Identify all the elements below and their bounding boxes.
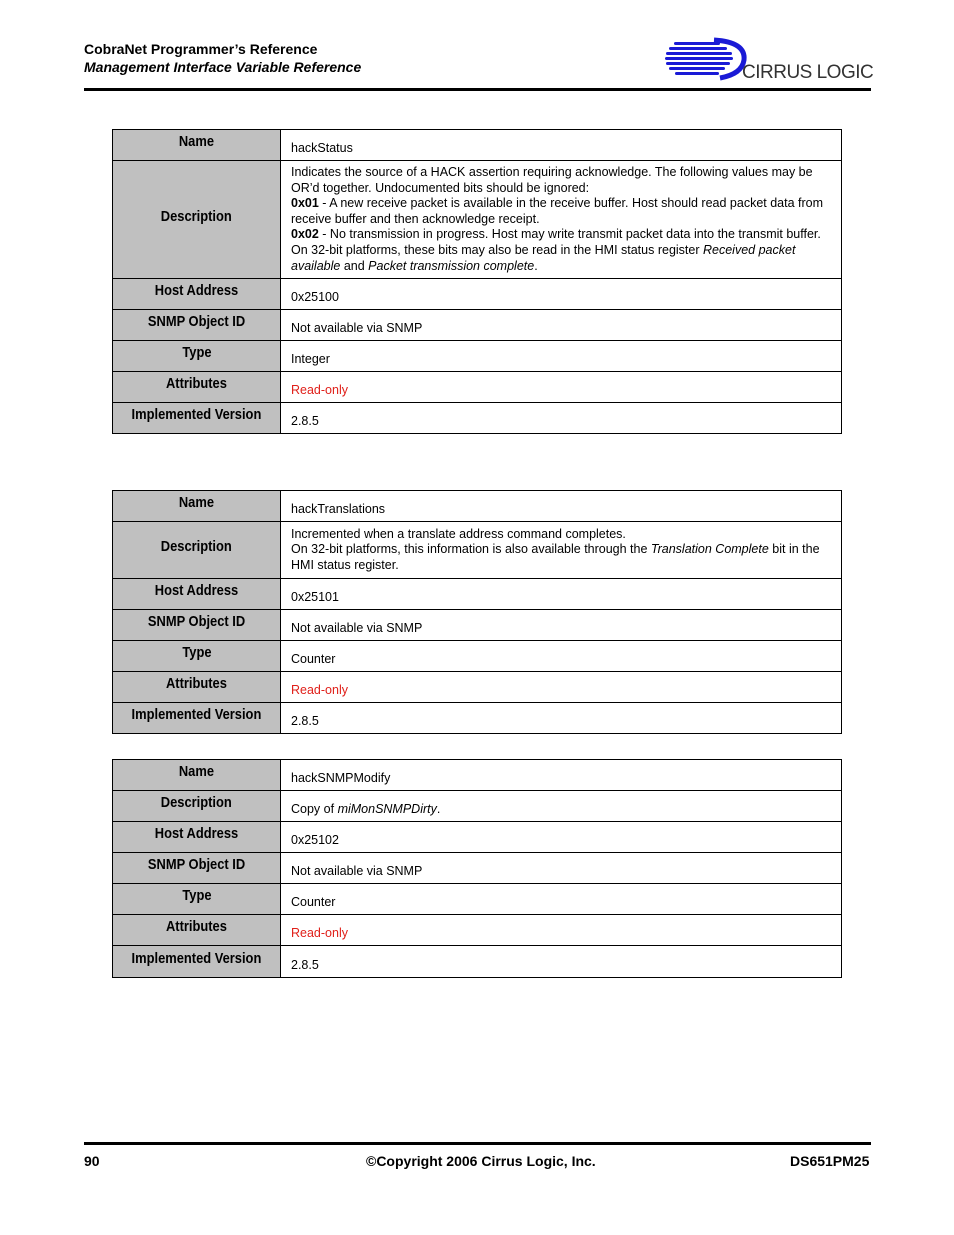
logo-wordmark: CIRRUS LOGIC <box>742 62 874 83</box>
implemented-version-label: Implemented Version <box>131 949 262 967</box>
snmp-object-id-row <box>113 310 842 341</box>
description-value <box>281 522 842 579</box>
bit-code: 0x01 <box>291 196 319 211</box>
description-note: On 32-bit platforms, these bits may also be read in the HMI status register Received packet available and Packet transmission complete. <box>291 242 796 273</box>
cirrus-logic-logo <box>664 34 874 84</box>
name-value: hackSNMPModify <box>281 760 842 791</box>
snmp-object-id-row <box>113 610 842 641</box>
description-row <box>113 791 842 822</box>
host-address-label: Host Address <box>154 582 239 599</box>
description-row <box>113 522 842 579</box>
name-value: hackStatus <box>281 130 842 161</box>
description-row <box>113 161 842 279</box>
snmp-object-id-label: SNMP Object ID <box>147 313 246 331</box>
host-address-label: Host Address <box>154 282 239 300</box>
page-number: 90 <box>84 1153 100 1169</box>
description-line: Incremented when a translate address command completes. <box>291 526 626 541</box>
description-label: Description <box>161 794 232 811</box>
attributes-label: Attributes <box>166 675 227 692</box>
name-value: hackTranslations <box>281 491 842 522</box>
variable-table-hackstatus <box>112 129 842 434</box>
snmp-object-id-value: Not available via SNMP <box>281 853 842 884</box>
host-address-value: 0x25100 <box>281 279 842 310</box>
description-label: Description <box>161 207 232 225</box>
type-label: Type <box>181 887 212 904</box>
implemented-version-label: Implemented Version <box>131 706 262 723</box>
attributes-row <box>113 915 842 946</box>
description-note: On 32-bit platforms, this information is also available through the Translation Complete bit in the HMI status register. <box>291 542 820 572</box>
type-row <box>113 341 842 372</box>
attributes-value: Read-only <box>281 372 842 403</box>
type-row <box>113 641 842 672</box>
snmp-object-id-label: SNMP Object ID <box>147 856 246 873</box>
name-row <box>113 130 842 161</box>
host-address-value: 0x25102 <box>281 822 842 853</box>
type-row <box>113 884 842 915</box>
document-id: DS651PM25 <box>790 1153 870 1169</box>
host-address-value: 0x25101 <box>281 579 842 610</box>
description-line: Indicates the source of a HACK assertion requiring acknowledge. The following values may be OR’d together. Undocumented bits should be ignored: <box>291 165 813 195</box>
type-value: Counter <box>281 641 842 672</box>
snmp-object-id-value: Not available via SNMP <box>281 310 842 341</box>
name-row <box>113 491 842 522</box>
attributes-label: Attributes <box>166 918 227 935</box>
copyright: ©Copyright 2006 Cirrus Logic, Inc. <box>366 1153 596 1169</box>
host-address-label: Host Address <box>154 825 239 842</box>
attributes-value: Read-only <box>281 672 842 703</box>
footer-rule <box>84 1142 871 1145</box>
type-label: Type <box>181 644 212 661</box>
name-label: Name <box>178 763 215 780</box>
snmp-object-id-value: Not available via SNMP <box>281 610 842 641</box>
snmp-object-id-row <box>113 853 842 884</box>
description-label: Description <box>161 538 232 555</box>
variable-table-hacktranslations <box>112 490 842 734</box>
implemented-version-label: Implemented Version <box>131 406 262 424</box>
description-value: Copy of miMonSNMPDirty. <box>281 791 842 822</box>
implemented-version-row <box>113 946 842 978</box>
implemented-version-value: 2.8.5 <box>281 703 842 734</box>
description-bit: 0x01 - A new receive packet is available in the receive buffer. Host should read packet data from receive buffer and then acknowledge receipt. <box>291 196 824 226</box>
snmp-object-id-label: SNMP Object ID <box>147 613 246 630</box>
implemented-version-row <box>113 403 842 434</box>
attributes-row <box>113 672 842 703</box>
page-header <box>84 40 361 76</box>
document-title: CobraNet Programmer’s Reference <box>84 41 318 57</box>
bit-code: 0x02 <box>291 227 319 242</box>
type-label: Type <box>181 344 212 362</box>
section-title: Management Interface Variable Reference <box>84 59 362 75</box>
description-bit: 0x02 - No transmission in progress. Host may write transmit packet data into the transmit buffer. <box>291 227 821 242</box>
type-value: Integer <box>281 341 842 372</box>
implemented-version-value: 2.8.5 <box>281 946 842 978</box>
name-label: Name <box>178 494 215 511</box>
implemented-version-value: 2.8.5 <box>281 403 842 434</box>
implemented-version-row <box>113 703 842 734</box>
variable-table-hacksnmpmodify <box>112 759 842 978</box>
host-address-row <box>113 822 842 853</box>
description-value <box>281 161 842 279</box>
host-address-row <box>113 279 842 310</box>
host-address-row <box>113 579 842 610</box>
attributes-row <box>113 372 842 403</box>
name-row <box>113 760 842 791</box>
attributes-label: Attributes <box>166 375 227 393</box>
header-rule <box>84 88 871 91</box>
type-value: Counter <box>281 884 842 915</box>
name-label: Name <box>178 133 215 150</box>
attributes-value: Read-only <box>281 915 842 946</box>
